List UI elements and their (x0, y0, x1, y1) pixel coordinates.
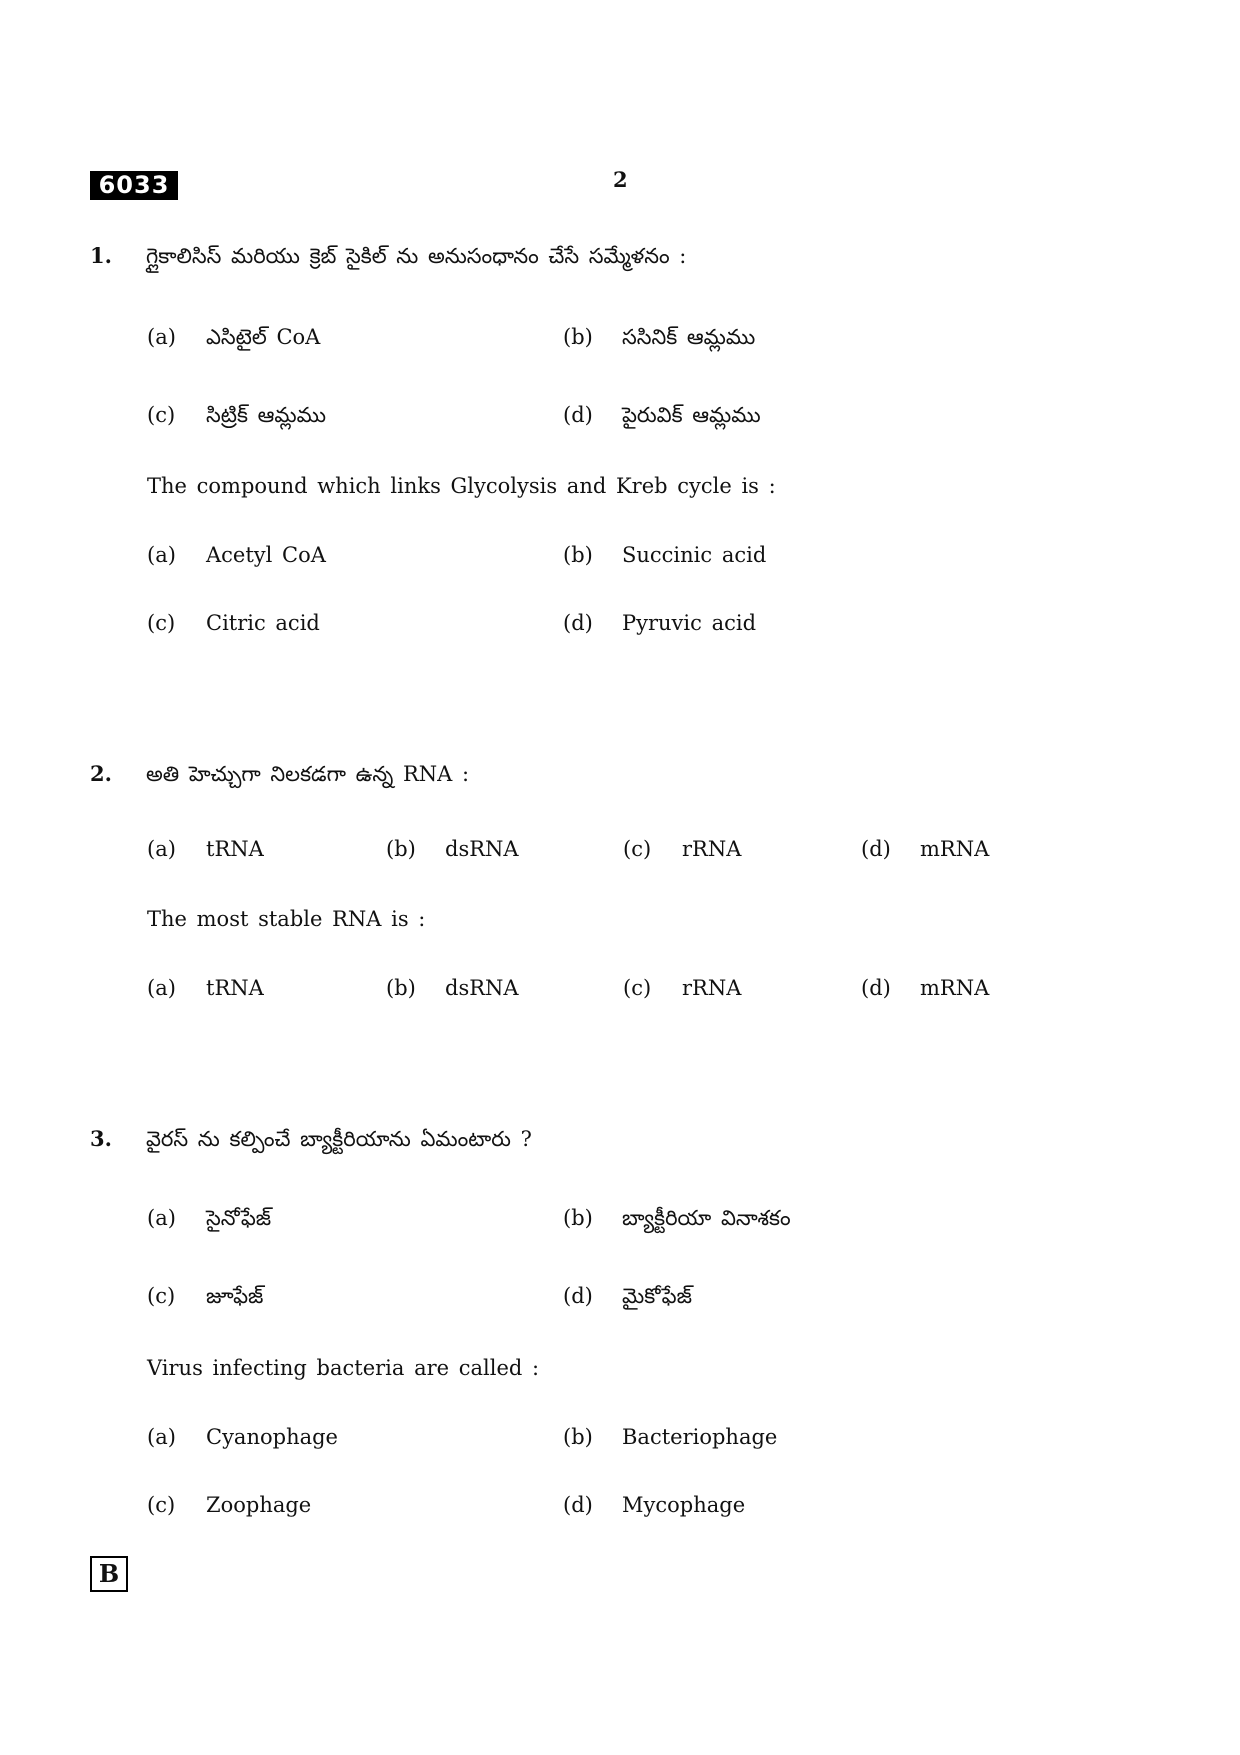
option-text: rRNA (682, 837, 742, 861)
paper-code-badge: 6033 (90, 171, 178, 200)
option-label: (d) (563, 1493, 593, 1517)
option-a-telugu (147, 1205, 271, 1231)
option-a-english (147, 975, 264, 1001)
option-text: dsRNA (445, 976, 519, 1000)
question-stem-english: The compound which links Glycolysis and Kreb cycle is : (147, 474, 776, 498)
option-d-english (563, 610, 756, 636)
question-stem-telugu: వైరస్ ను కల్పించే బ్యాక్టీరియాను ఏమంటారు ? (146, 1127, 532, 1151)
question-stem-english: Virus infecting bacteria are called : (147, 1356, 540, 1380)
option-b-english (563, 542, 766, 568)
option-text: mRNA (920, 976, 990, 1000)
option-text: ఎసిటైల్ CoA (206, 325, 321, 349)
option-a-telugu (147, 836, 264, 862)
option-c-telugu (147, 402, 326, 428)
question-stem-telugu: గ్లైకాలిసిస్ మరియు క్రెబ్ సైకిల్ ను అనుసంధానం చేసే సమ్మేళనం : (146, 244, 687, 268)
question-number: 1. (90, 243, 112, 268)
option-text: tRNA (206, 837, 264, 861)
option-label: (c) (147, 403, 176, 427)
option-text: Mycophage (622, 1493, 746, 1517)
option-b-telugu (563, 324, 755, 350)
option-text: జూఫేజ్ (206, 1284, 264, 1308)
option-text: Acetyl CoA (206, 543, 326, 567)
option-text: Pyruvic acid (622, 611, 757, 635)
option-label: (c) (147, 611, 176, 635)
booklet-series-badge: B (90, 1556, 128, 1592)
option-a-english (147, 1424, 338, 1450)
option-text: సిట్రిక్ ఆమ్లము (206, 403, 327, 427)
option-label: (d) (563, 611, 593, 635)
option-label: (b) (563, 1206, 593, 1230)
option-label: (d) (563, 403, 593, 427)
option-text: tRNA (206, 976, 264, 1000)
option-b-english (563, 1424, 777, 1450)
question-number: 3. (90, 1126, 112, 1151)
option-label: (b) (563, 325, 593, 349)
option-text: మైకోఫేజ్ (622, 1284, 692, 1308)
option-label: (c) (623, 837, 652, 861)
option-label: (a) (147, 837, 176, 861)
option-label: (b) (386, 837, 416, 861)
option-label: (b) (386, 976, 416, 1000)
option-d-english (563, 1492, 745, 1518)
option-text: సైనోఫేజ్ (206, 1206, 272, 1230)
option-label: (d) (861, 976, 891, 1000)
option-label: (a) (147, 1206, 176, 1230)
option-label: (d) (563, 1284, 593, 1308)
option-text: బ్యాక్టీరియా వినాశకం (622, 1206, 791, 1230)
option-label: (d) (861, 837, 891, 861)
option-text: ససినిక్ ఆమ్లము (622, 325, 756, 349)
option-text: Bacteriophage (622, 1425, 778, 1449)
option-label: (c) (147, 1493, 176, 1517)
option-a-english (147, 542, 326, 568)
option-b-telugu (563, 1205, 791, 1231)
option-c-english (147, 610, 320, 636)
question-stem-english: The most stable RNA is : (147, 907, 426, 931)
option-text: rRNA (682, 976, 742, 1000)
option-a-telugu (147, 324, 320, 350)
page-number: 2 (613, 167, 628, 192)
option-text: Cyanophage (206, 1425, 338, 1449)
option-text: Citric acid (206, 611, 320, 635)
option-c-english (147, 1492, 311, 1518)
option-d-english (861, 975, 989, 1001)
option-c-english (623, 975, 741, 1001)
question-stem-telugu: అతి హెచ్చుగా నిలకడగా ఉన్న RNA : (146, 762, 470, 786)
option-label: (c) (147, 1284, 176, 1308)
option-label: (a) (147, 1425, 176, 1449)
option-text: dsRNA (445, 837, 519, 861)
option-label: (a) (147, 325, 176, 349)
option-b-english (386, 975, 519, 1001)
option-d-telugu (563, 1283, 692, 1309)
option-label: (a) (147, 543, 176, 567)
option-b-telugu (386, 836, 519, 862)
option-label: (b) (563, 1425, 593, 1449)
option-text: mRNA (920, 837, 990, 861)
option-d-telugu (861, 836, 989, 862)
option-label: (a) (147, 976, 176, 1000)
option-text: Zoophage (206, 1493, 312, 1517)
option-label: (b) (563, 543, 593, 567)
option-d-telugu (563, 402, 761, 428)
question-number: 2. (90, 761, 112, 786)
option-text: పైరువిక్ ఆమ్లము (622, 403, 761, 427)
option-text: Succinic acid (622, 543, 767, 567)
option-c-telugu (147, 1283, 263, 1309)
option-c-telugu (623, 836, 741, 862)
option-label: (c) (623, 976, 652, 1000)
